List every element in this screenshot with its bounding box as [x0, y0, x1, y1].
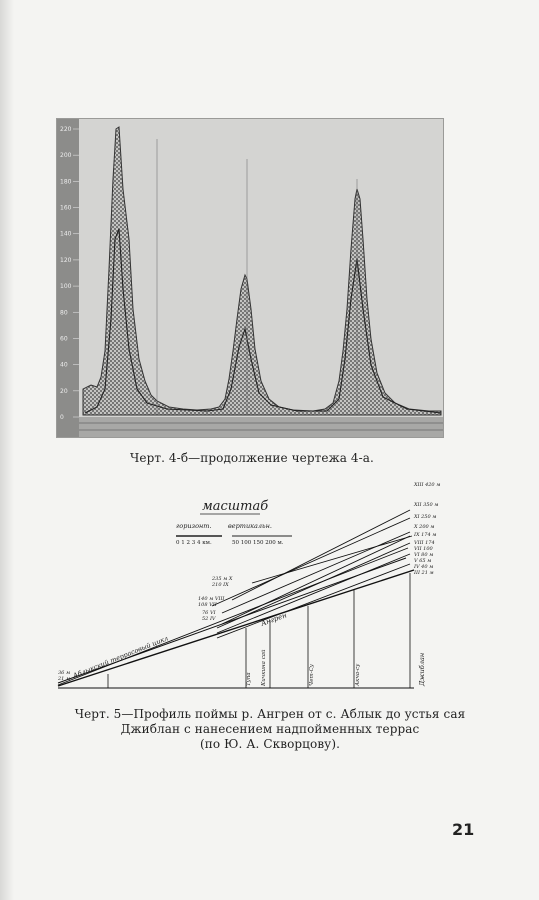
figure5-caption-line-3: (по Ю. А. Скворцову).	[199, 737, 341, 751]
x-scale-strip	[79, 417, 443, 437]
scale-horizontal-ticks: 0 1 2 3 4 км.	[176, 540, 212, 546]
y-tick-label-200: 200	[60, 152, 72, 160]
figure5-caption-line-1: Черт. 5—Профиль поймы р. Ангрен от с. Аблык до устья сая	[74, 707, 466, 721]
tributary-label-3: Акча-су	[355, 663, 361, 686]
scale-vertical-label: вертикальн.	[228, 522, 272, 530]
hydrograph-plot	[57, 119, 443, 437]
figure5-caption	[50, 707, 490, 752]
tributary-lines	[108, 573, 410, 688]
y-tick-label-140: 140	[60, 230, 72, 238]
terrace-label-5: V 65 м	[414, 558, 432, 564]
left-label-5: 52 IV	[202, 616, 216, 622]
scale-title: масштаб	[202, 499, 269, 514]
left-label-0: 235 м X	[212, 576, 233, 582]
river-profile-figure	[52, 478, 462, 703]
left-label-4: 76 VI	[202, 610, 216, 616]
slope-label: Аблыкский террасовый цикл	[71, 634, 170, 680]
y-tick-label-40: 40	[60, 361, 68, 369]
left-label-3: 108 VII	[198, 602, 217, 608]
y-tick-label-0: 0	[60, 414, 64, 421]
terrace-label-4: IV 40 м	[414, 564, 434, 570]
y-tick-label-80: 80	[60, 309, 68, 317]
left-label-2: 140 м VIII	[198, 596, 225, 602]
terrace-label-9: IX 174 м	[414, 532, 437, 538]
terrace-label-7: VII 100	[414, 546, 433, 552]
scale-vertical-ticks: 50 100 150 200 м.	[232, 540, 284, 546]
y-tick-label-220: 220	[60, 126, 72, 133]
terrace-label-13: XIII 420 м	[414, 482, 441, 488]
hydrograph-figure	[56, 118, 444, 438]
left-label-7: 21 м	[58, 676, 71, 682]
y-tick-label-20: 20	[60, 387, 68, 395]
tributary-label-2: Чет-Су	[309, 664, 315, 686]
terrace-label-6: VI 80 м	[414, 552, 434, 558]
terrace-label-3: III 21 м	[414, 570, 434, 576]
left-label-6: 36 м	[58, 670, 71, 676]
page-edge-shadow	[0, 0, 14, 900]
tributary-label-4: Джиблан	[418, 652, 426, 686]
y-tick-label-180: 180	[60, 178, 72, 186]
figure5-caption-line-2: Джиблан с нанесением надпойменных террас	[120, 722, 420, 736]
terrace-label-10: X 200 м	[414, 524, 435, 530]
y-tick-label-60: 60	[60, 335, 68, 343]
y-tick-label-120: 120	[60, 256, 72, 264]
tributary-label-0: Тупа	[246, 672, 252, 686]
page-number: 21	[452, 820, 475, 839]
river-label: Ангрен	[259, 611, 288, 628]
scale-horizontal-label: горизонт.	[176, 522, 212, 530]
y-tick-label-100: 100	[60, 283, 72, 291]
tributary-label-1: Кичкина сай	[261, 649, 267, 686]
y-tick-label-160: 160	[60, 204, 72, 212]
terrace-label-11: XI 250 м	[414, 514, 437, 520]
terrace-label-8: VIII 174	[414, 540, 435, 546]
left-label-1: 210 IX	[212, 582, 229, 588]
figure4-caption: Черт. 4-б—продолжение чертежа 4-а.	[130, 451, 374, 465]
terrace-label-12: XII 350 м	[414, 502, 439, 508]
